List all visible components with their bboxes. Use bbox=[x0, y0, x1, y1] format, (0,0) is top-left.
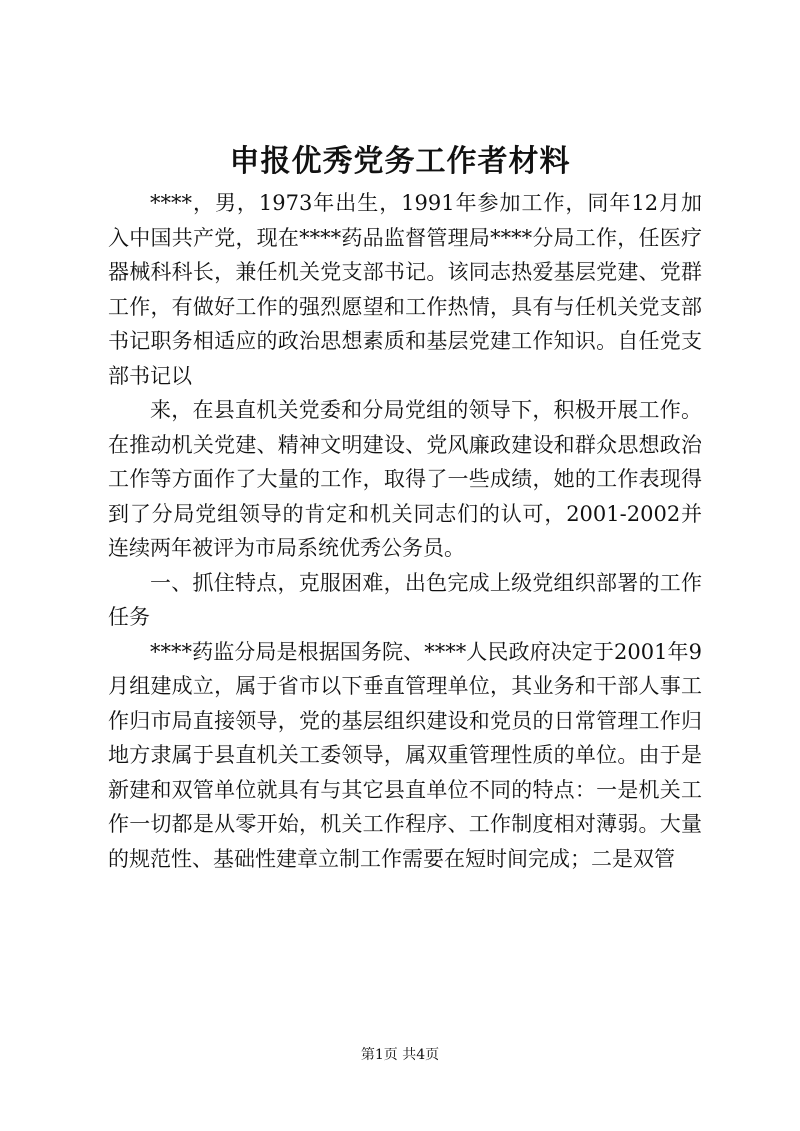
paragraph-intro: ****，男，1973年出生，1991年参加工作，同年12月加入中国共产党，现在****药品监督管理局****分局工作，任医疗器械科科长，兼任机关党支部书记。该同志热爱基层党建、党群工作，有做好工作的强烈愿望和工作热情，具有与任机关党支部书记职务相适应的政治思想素质和基层党建工作知识。自任党支部书记以 bbox=[108, 191, 702, 388]
page-total: 共4页 bbox=[402, 1047, 440, 1063]
document-body bbox=[108, 186, 702, 876]
page-number: 第1页 bbox=[360, 1047, 398, 1063]
document-title: 申报优秀党务工作者材料 bbox=[229, 144, 571, 179]
section-heading: 一、抓住特点，克服困难，出色完成上级党组织部署的工作任务 bbox=[108, 570, 702, 629]
paragraph-branch-background: ****药监分局是根据国务院、****人民政府决定于2001年9月组建成立，属于省市以下垂直管理单位，其业务和干部人事工作归市局直接领导，党的基层组织建设和党员的日常管理工作归地方隶属于县直机关工委领导，属双重管理性质的单位。由于是新建和双管单位就具有与其它县直单位不同的特点：一是机关工作一切都是从零开始，机关工作程序、工作制度相对薄弱。大量的规范性、基础性建章立制工作需要在短时间完成；二是双管 bbox=[108, 639, 702, 871]
page-footer bbox=[0, 1045, 800, 1065]
paragraph-achievements: 来，在县直机关党委和分局党组的领导下，积极开展工作。在推动机关党建、精神文明建设、党风廉政建设和群众思想政治工作等方面作了大量的工作，取得了一些成绩，她的工作表现得到了分局党组领导的肯定和机关同志们的认可，2001-2002并连续两年被评为市局系统优秀公务员。 bbox=[108, 398, 702, 560]
